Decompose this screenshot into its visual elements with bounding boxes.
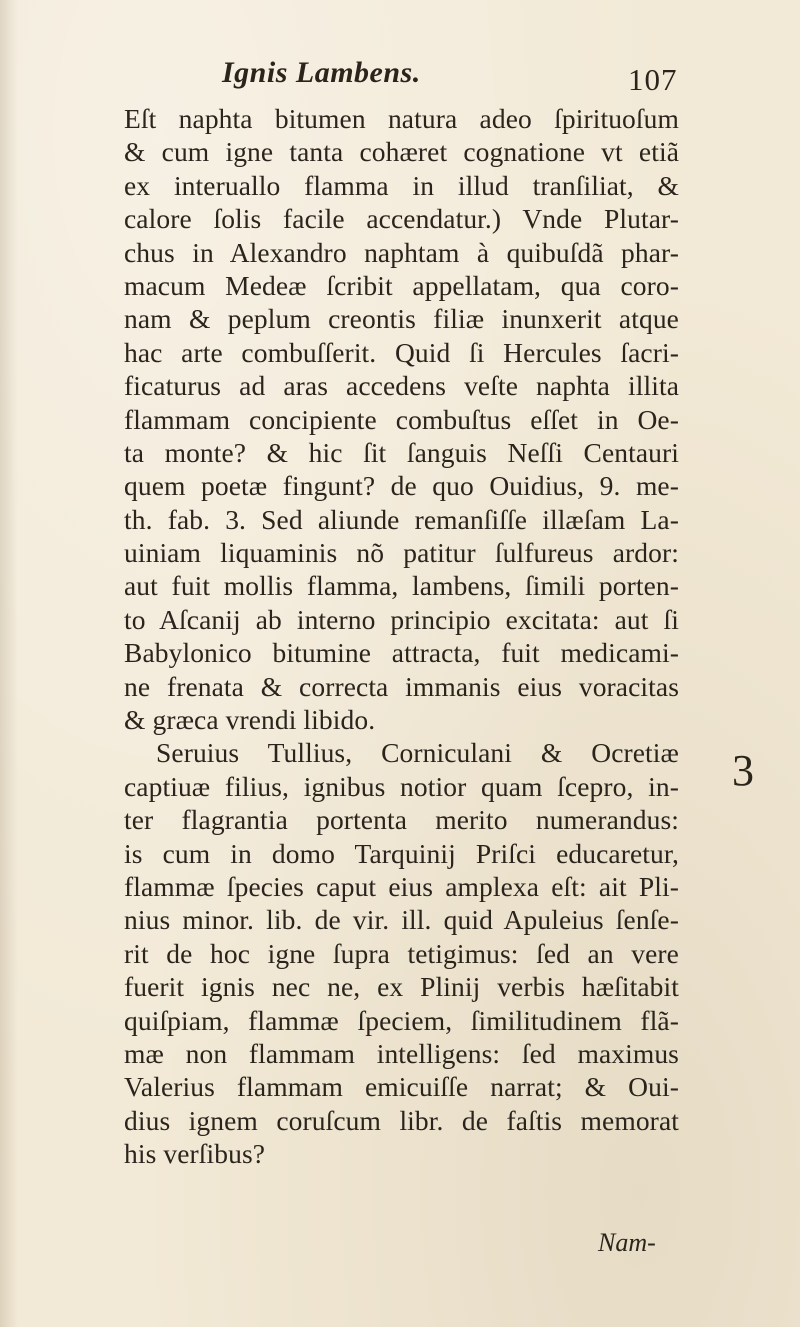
text-line: mæ non flammam intelligens: ſed maximus [124,1037,679,1069]
margin-note: 3 [732,746,754,795]
text-line: to Aſcanij ab interno principio excitata: aut ſi [124,603,679,635]
text-line: flammam concipiente combuſtus eſſet in Oe- [124,403,679,435]
text-line: ne frenata & correcta immanis eius voracitas [124,670,679,702]
text-line: & cum igne tanta cohæret cognatione vt etiã [124,136,679,168]
text-line: ta monte? & hic ſit ſanguis Neſſi Centauri [124,436,679,468]
text-line: ter flagrantia portenta merito numerandus: [124,804,679,836]
text-line: calore ſolis facile accendatur.) Vnde Plutar- [124,203,679,235]
text-line: Seruius Tullius, Corniculani & Ocretiæ [156,737,679,769]
text-line: is cum in domo Tarquinij Priſci educaretur, [124,837,679,869]
text-line: Babylonico bitumine attracta, fuit medicami- [124,637,679,669]
page-number: 107 [628,62,678,97]
text-line: th. fab. 3. Sed aliunde remanſiſſe illæſam La- [124,503,679,535]
text-line: his verſibus? [124,1138,266,1170]
text-line: uiniam liquaminis nõ patitur ſulfureus ardor: [124,537,679,569]
text-line: flammæ ſpecies caput eius amplexa eſt: ait Pli- [124,870,679,902]
text-line: ex interuallo flamma in illud tranſiliat, & [124,169,679,201]
text-line: Eſt naphta bitumen natura adeo ſpirituoſum [124,103,679,134]
text-line: Valerius flammam emicuiſſe narrat; & Oui- [124,1071,679,1103]
text-line: quem poetæ fingunt? de quo Ouidius, 9. me- [124,470,679,502]
text-line: aut fuit mollis flamma, lambens, ſimili porten- [124,570,679,602]
text-line: nius minor. lib. de vir. ill. quid Apuleius ſenſe- [124,904,679,936]
text-line: macum Medeæ ſcribit appellatam, qua coro- [124,269,679,301]
text-line: captiuæ filius, ignibus notior quam ſcepro, in- [124,770,679,802]
running-head [0,56,800,96]
running-title: Ignis Lambens. [222,56,421,89]
text-line: & græca vrendi libido. [124,704,376,736]
text-line: dius ignem coruſcum libr. de faſtis memorat [124,1104,679,1136]
gutter-shadow [0,0,18,1327]
catchword: Nam- [598,1228,656,1257]
text-line: hac arte combuſſerit. Quid ſi Hercules ſacri- [124,336,679,368]
text-line: ficaturus ad aras accedens veſte naphta illita [124,370,679,402]
body-text [124,102,679,1171]
text-line: quiſpiam, flammæ ſpeciem, ſimilitudinem flã- [124,1004,679,1036]
text-line: fuerit ignis nec ne, ex Plinij verbis hæſitabit [124,971,679,1003]
text-line: rit de hoc igne ſupra tetigimus: ſed an vere [124,937,679,969]
text-line: nam & peplum creontis filiæ inunxerit atque [124,303,679,335]
text-line: chus in Alexandro naphtam à quibuſdã phar- [124,236,679,268]
